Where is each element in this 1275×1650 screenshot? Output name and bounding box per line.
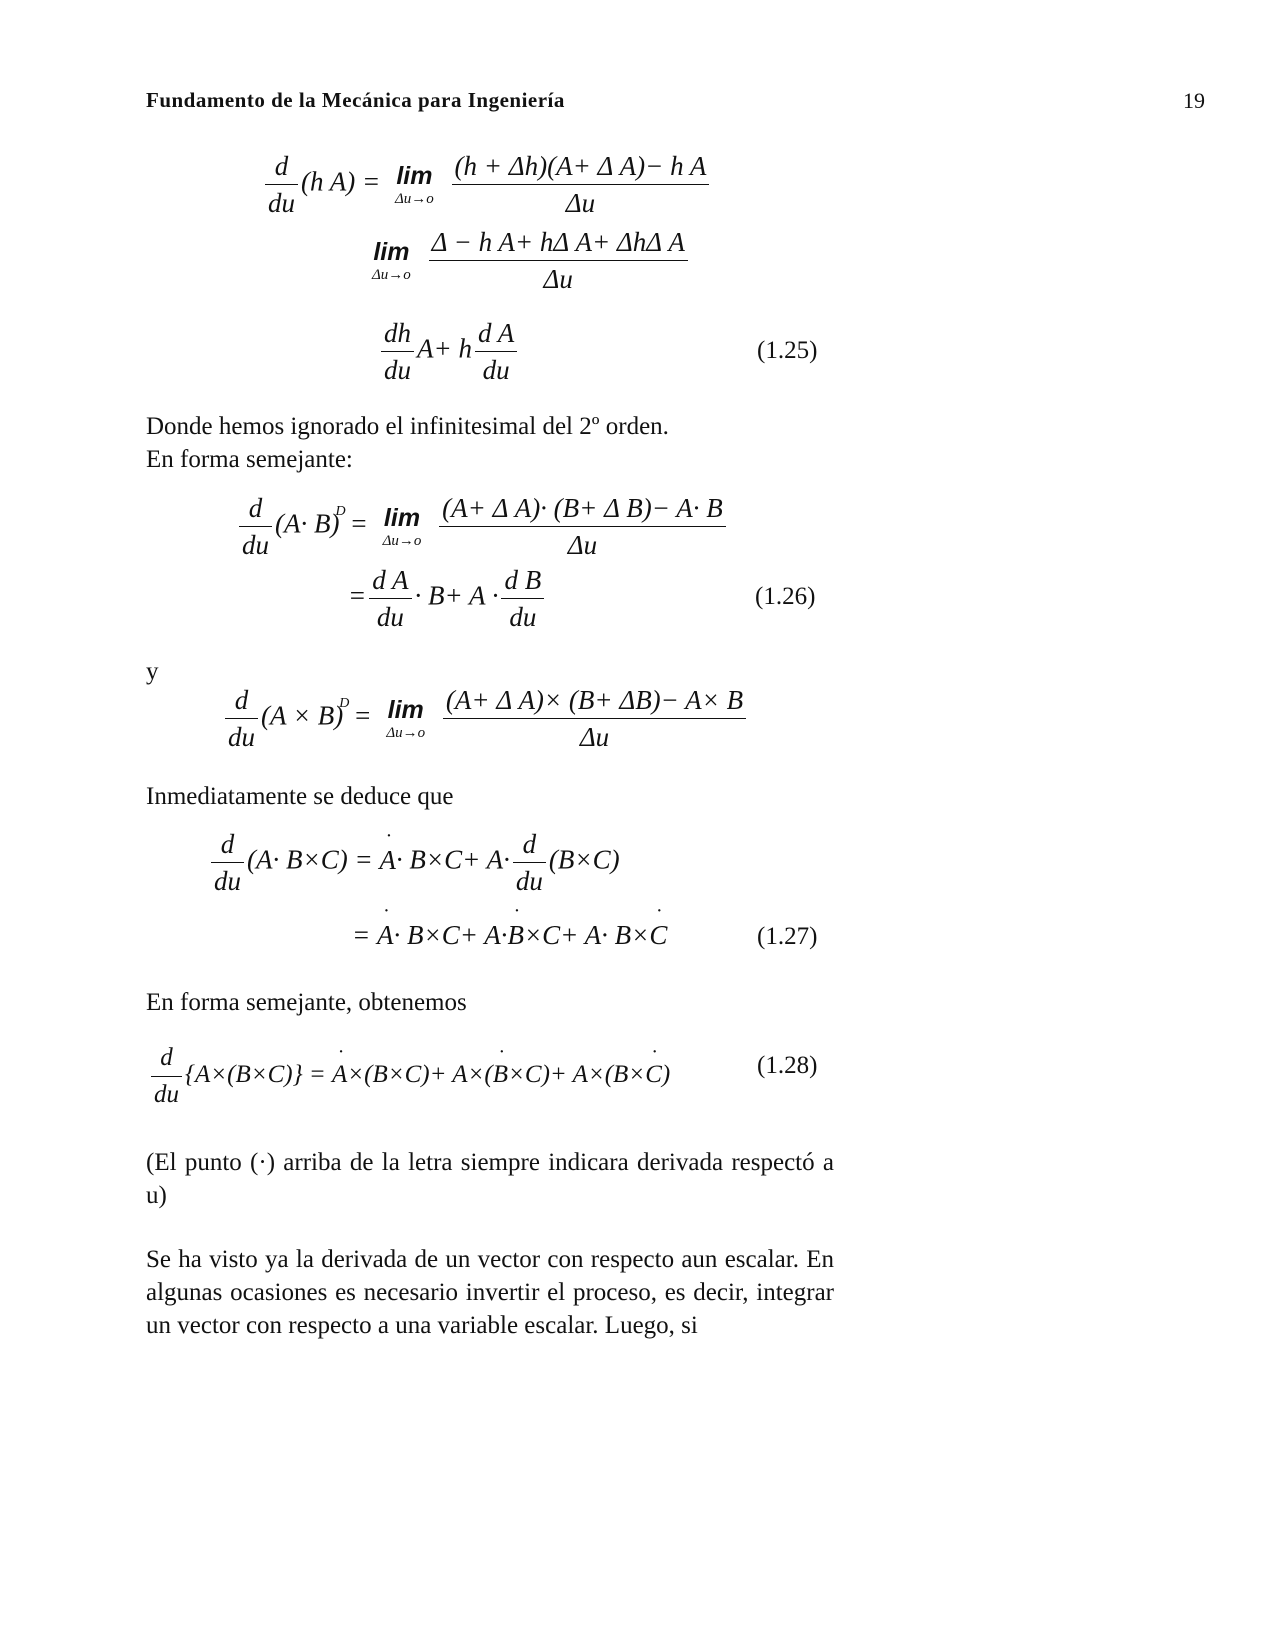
paragraph-similar-obtain: En forma semejante, obtenemos [146,989,467,1016]
equation-number-1-25: (1.25) [757,337,818,364]
paragraph-ignored-infinitesimal: Donde hemos ignorado el infinitesimal del 2º orden. [146,413,669,440]
difference-quotient: $\frac{\text{(A+ Δ A)× (B+ ΔB)− A× B}}{\Delta u}$ [443,682,746,755]
eq-cross-product-derivative: $\frac{d}{du}$ $(A \times B)^D$ = lim Δu→o $\frac{\text{(A+ Δ A)× (B+ ΔB)− A× B}}{\Delta u}$ [222,682,749,755]
difference-quotient: $\frac{\text{Δ − h A+ hΔ A+ ΔhΔ A}}{\Delta u}$ [429,224,688,297]
limit-operator: lim Δu→o [382,503,422,549]
paragraph-dot-notation: (El punto (·) arriba de la letra siempre indicara derivada respectó a u) [146,1149,834,1209]
limit-operator: lim Δu→o [394,161,434,207]
eq-1-26-line-2: = $\frac{\text{d A}}{du}$ · B+ A · $\frac{\text{d B}}{du}$ [348,562,547,635]
a-dot-derivative: ˙ A [332,1061,347,1088]
eq-1-25-line-2 [364,224,691,297]
running-header-title: Fundamento de la Mecánica para Ingeniería [146,88,565,112]
eq-1-25-line-1 [262,148,712,221]
derivative-operator: $\frac{d}{du}$ [239,490,272,563]
eq-1-27-line-1: $\frac{d}{du}$ (A· B×C) = ˙ A· B×C+ A· $\frac{d}{du}$ (B×C) [208,826,620,899]
definition-marker: D [339,695,350,711]
paragraph-similar-form: En forma semejante: [146,446,353,473]
eq-1-25-lhs-argument: (h A) = [301,166,381,197]
derivative-operator: $\frac{d}{du}$ [211,826,244,899]
b-dot-derivative: ˙ B [507,920,524,950]
conjunction-y: y [146,658,159,685]
c-dot-derivative: ˙ C [649,920,667,950]
derivative-dh-du: $\frac{dh}{du}$ [381,315,414,388]
derivative-dB-du: $\frac{\text{d B}}{du}$ [501,562,544,635]
definition-marker: D [335,503,346,519]
eq-1-25-line-3: $\frac{dh}{du}$ A+ h $\frac{\text{d A}}{du}$ [378,315,520,388]
paragraph-deduce: Inmediatamente se deduce que [146,783,454,810]
limit-operator: lim Δu→o [386,695,426,741]
page-number: 19 [1183,88,1205,113]
limit-operator: lim Δu→o [372,237,411,283]
equation-number-1-27: (1.27) [757,923,818,950]
difference-quotient: $\frac{\text{(h + Δh)(A+ Δ A)− h A}}{\Delta u}$ [452,148,710,221]
derivative-operator: $\frac{d}{du}$ [225,682,258,755]
derivative-dA-du: $\frac{\text{d A}}{du}$ [369,562,411,635]
derivative-operator: $\frac{d}{du}$ [151,1040,182,1113]
a-dot-derivative: ˙ A [379,845,396,875]
equation-number-1-26: (1.26) [755,583,816,610]
derivative-operator: $\frac{d}{du}$ [265,148,298,221]
paragraph-vector-integration: Se ha visto ya la derivada de un vector con respecto aun escalar. En algunas ocasiones es necesario invertir el proceso, es decir, integrar un vector con respecto a una variable escalar. Luego, si [146,1246,834,1339]
eq-1-28: $\frac{d}{du}$ {A×(B×C)} = ˙ A×(B×C)+ A×(˙ B×C)+ A×(B×˙ C) [148,1040,670,1113]
b-dot-derivative: ˙ B [493,1061,508,1088]
a-dot-derivative: ˙ A [377,920,394,950]
eq-1-27-line-2: = ˙ A· B×C+ A·˙ B×C+ A· B×˙ C [352,920,667,951]
derivative-dA-du: $\frac{\text{d A}}{du}$ [475,315,517,388]
c-dot-derivative: ˙ C [645,1061,662,1088]
difference-quotient: $\frac{\text{(A+ Δ A)· (B+ Δ B)− A· B}}{\Delta u}$ [439,490,726,563]
eq-1-26-line-1: $\frac{d}{du}$ $(A\cdot B)^D$ = lim Δu→o $\frac{\text{(A+ Δ A)· (B+ Δ B)− A· B}}{\Delta u}$ [236,490,729,563]
equation-number-1-28: (1.28) [757,1052,818,1079]
derivative-operator: $\frac{d}{du}$ [513,826,546,899]
